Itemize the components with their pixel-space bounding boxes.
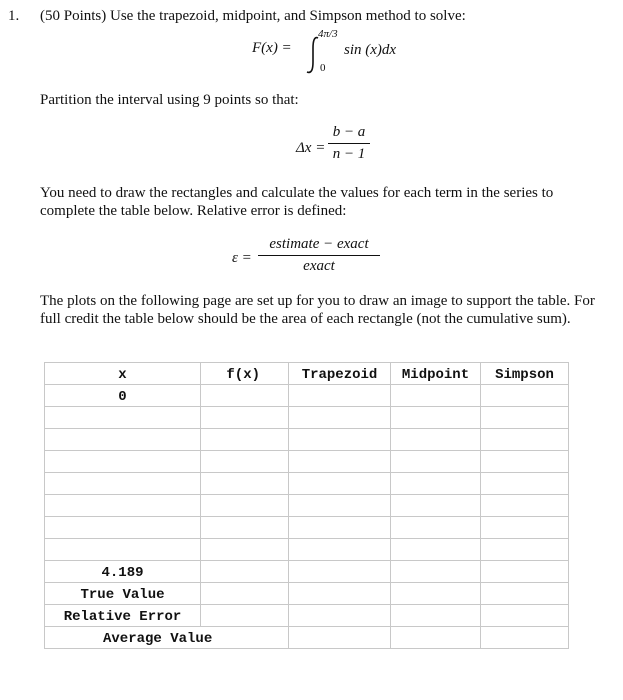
trapezoid-cell[interactable] (289, 495, 391, 517)
x-cell: 0 (45, 385, 201, 407)
average-value-label: Average Value (45, 627, 289, 649)
midpoint-cell[interactable] (391, 495, 481, 517)
header-trapezoid: Trapezoid (289, 363, 391, 385)
relative-error-fraction (258, 236, 380, 275)
fx-cell[interactable] (201, 605, 289, 627)
trapezoid-cell[interactable] (289, 429, 391, 451)
midpoint-cell[interactable] (391, 407, 481, 429)
partition-text: Partition the interval using 9 points so that: (40, 92, 299, 108)
relative-error-row (45, 605, 569, 627)
relative-error-lhs: ε = (232, 250, 252, 266)
x-cell: 4.189 (45, 561, 201, 583)
fx-cell[interactable] (201, 517, 289, 539)
relative-error-denominator: exact (303, 258, 335, 274)
simpson-cell[interactable] (481, 583, 569, 605)
simpson-cell[interactable] (481, 429, 569, 451)
delta-x-numerator: b − a (332, 124, 366, 140)
trapezoid-cell[interactable] (289, 407, 391, 429)
trapezoid-cell[interactable] (289, 583, 391, 605)
true-value-label: True Value (45, 583, 201, 605)
midpoint-cell[interactable] (391, 385, 481, 407)
table-row (45, 385, 569, 407)
table-row (45, 495, 569, 517)
simpson-cell[interactable] (481, 561, 569, 583)
fx-cell[interactable] (201, 583, 289, 605)
simpson-cell[interactable] (481, 473, 569, 495)
trapezoid-cell[interactable] (289, 561, 391, 583)
x-cell[interactable] (45, 407, 201, 429)
table-row (45, 429, 569, 451)
relative-error-label: Relative Error (45, 605, 201, 627)
fx-cell[interactable] (201, 451, 289, 473)
x-cell[interactable] (45, 429, 201, 451)
problem-statement: (50 Points) Use the trapezoid, midpoint, and Simpson method to solve: (40, 8, 466, 24)
simpson-cell[interactable] (481, 517, 569, 539)
results-table (44, 362, 569, 649)
instruction-text: You need to draw the rectangles and calculate the values for each term in the series to complete the table below. Relative error is defined: (40, 185, 554, 219)
simpson-cell[interactable] (481, 407, 569, 429)
midpoint-cell[interactable] (391, 539, 481, 561)
midpoint-cell[interactable] (391, 627, 481, 649)
trapezoid-cell[interactable] (289, 627, 391, 649)
trapezoid-cell[interactable] (289, 539, 391, 561)
true-value-row (45, 583, 569, 605)
table-row (45, 539, 569, 561)
simpson-cell[interactable] (481, 627, 569, 649)
upper-limit: 4π/3 (318, 28, 338, 40)
midpoint-cell[interactable] (391, 429, 481, 451)
fx-cell[interactable] (201, 561, 289, 583)
delta-x-lhs: Δx = (296, 140, 326, 156)
trapezoid-cell[interactable] (289, 517, 391, 539)
midpoint-cell[interactable] (391, 605, 481, 627)
x-cell[interactable] (45, 495, 201, 517)
fx-cell[interactable] (201, 473, 289, 495)
simpson-cell[interactable] (481, 451, 569, 473)
table-row (45, 473, 569, 495)
fx-cell[interactable] (201, 495, 289, 517)
midpoint-cell[interactable] (391, 561, 481, 583)
problem-number: 1. (8, 8, 20, 24)
average-value-row (45, 627, 569, 649)
table-row (45, 561, 569, 583)
header-fx: f(x) (201, 363, 289, 385)
midpoint-cell[interactable] (391, 451, 481, 473)
table-row (45, 451, 569, 473)
relative-error-numerator: estimate − exact (269, 236, 369, 252)
header-midpoint: Midpoint (391, 363, 481, 385)
lower-limit: 0 (320, 62, 326, 74)
header-simpson: Simpson (481, 363, 569, 385)
table-row (45, 517, 569, 539)
midpoint-cell[interactable] (391, 583, 481, 605)
simpson-cell[interactable] (481, 539, 569, 561)
x-cell[interactable] (45, 539, 201, 561)
delta-x-denominator: n − 1 (332, 146, 366, 162)
header-x: x (45, 363, 201, 385)
table-header-row (45, 363, 569, 385)
delta-x-fraction (328, 124, 370, 163)
trapezoid-cell[interactable] (289, 605, 391, 627)
x-cell[interactable] (45, 517, 201, 539)
x-cell[interactable] (45, 451, 201, 473)
plots-text: The plots on the following page are set up for you to draw an image to support the table. For full credit the table below should be the area of each rectangle (not the cumulative sum). (40, 293, 595, 327)
simpson-cell[interactable] (481, 495, 569, 517)
table-row (45, 407, 569, 429)
simpson-cell[interactable] (481, 605, 569, 627)
fx-cell[interactable] (201, 429, 289, 451)
integral-lhs: F(x) = (252, 40, 292, 56)
trapezoid-cell[interactable] (289, 473, 391, 495)
integrand: sin (x)dx (344, 42, 397, 58)
midpoint-cell[interactable] (391, 473, 481, 495)
trapezoid-cell[interactable] (289, 451, 391, 473)
x-cell[interactable] (45, 473, 201, 495)
fx-cell[interactable] (201, 407, 289, 429)
fx-cell[interactable] (201, 385, 289, 407)
trapezoid-cell[interactable] (289, 385, 391, 407)
midpoint-cell[interactable] (391, 517, 481, 539)
fx-cell[interactable] (201, 539, 289, 561)
simpson-cell[interactable] (481, 385, 569, 407)
